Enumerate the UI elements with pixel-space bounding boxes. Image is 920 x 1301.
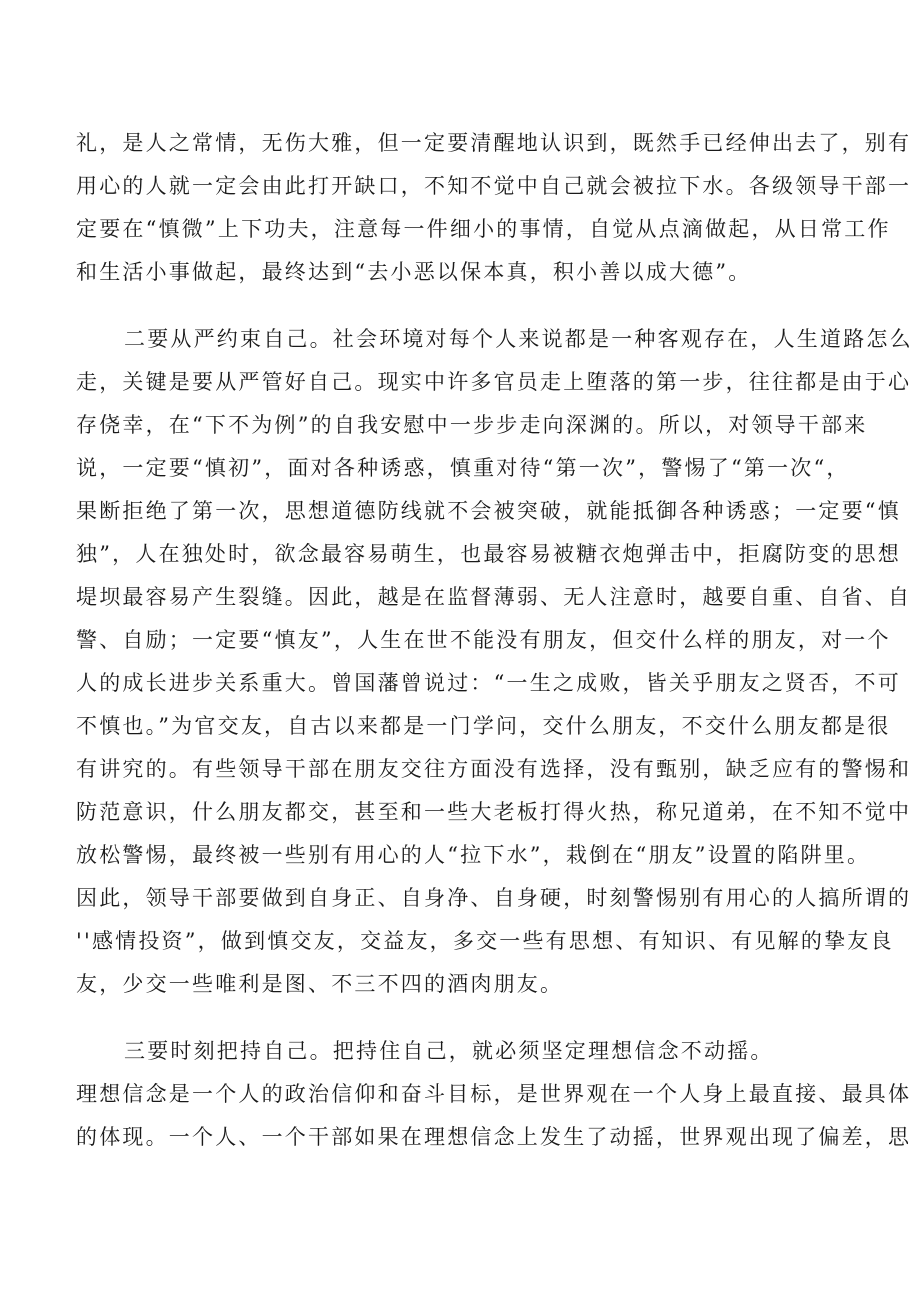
text-line: 警、自励；一定要“慎友”，人生在世不能没有朋友，但交什么样的朋友，对一个 bbox=[76, 628, 891, 652]
text-line: 独”，人在独处时，欲念最容易萌生，也最容易被糖衣炮弹击中，拒腐防变的思想 bbox=[76, 542, 901, 566]
text-line: 放松警惕，最终被一些别有用心的人“拉下水”，栽倒在“朋友”设置的陷阱里。 bbox=[76, 843, 871, 867]
text-line: 果断拒绝了第一次，思想道德防线就不会被突破，就能抵御各种诱惑；一定要“慎 bbox=[76, 499, 901, 523]
text-line: 说，一定要“慎初”，面对各种诱惑，慎重对待“第一次”，警惕了“第一次“， bbox=[76, 456, 850, 480]
text-line: 礼，是人之常情，无伤大雅，但一定要清醒地认识到，既然手已经伸出去了，别有 bbox=[76, 131, 912, 155]
text-line: 友，少交一些唯利是图、不三不四的酒肉朋友。 bbox=[76, 972, 564, 996]
text-line: 定要在“慎微”上下功夫，注意每一件细小的事情，自觉从点滴做起，从日常工作 bbox=[76, 217, 891, 241]
text-line: 防范意识，什么朋友都交，甚至和一些大老板打得火热，称兄道弟，在不知不觉中 bbox=[76, 800, 912, 824]
text-line: 因此，领导干部要做到自身正、自身净、自身硬，时刻警惕别有用心的人搞所谓的 bbox=[76, 886, 912, 910]
text-line: 走，关键是要从严管好自己。现实中许多官员走上堕落的第一步，往往都是由于心 bbox=[76, 370, 912, 394]
text-line: 用心的人就一定会由此打开缺口，不知不觉中自己就会被拉下水。各级领导干部一 bbox=[76, 174, 912, 198]
text-line: ''感情投资”，做到慎交友，交益友，多交一些有思想、有知识、有见解的挚友良 bbox=[76, 929, 894, 953]
text-line: 人的成长进步关系重大。曾国藩曾说过：“一生之成败，皆关乎朋友之贤否，不可 bbox=[76, 671, 901, 695]
text-line: 存侥幸，在“下不为例”的自我安慰中一步步走向深渊的。所以，对领导干部来 bbox=[76, 413, 868, 437]
text-line: 理想信念是一个人的政治信仰和奋斗目标，是世界观在一个人身上最直接、最具体 bbox=[76, 1082, 912, 1106]
text-line: 的体现。一个人、一个干部如果在理想信念上发生了动摇，世界观出现了偏差，思 bbox=[76, 1125, 912, 1149]
text-line: 堤坝最容易产生裂缝。因此，越是在监督薄弱、无人注意时，越要自重、自省、自 bbox=[76, 585, 912, 609]
text-line: 和生活小事做起，最终达到“去小恶以保本真，积小善以成大德”。 bbox=[76, 260, 752, 284]
paragraph-start-line: 三要时刻把持自己。把持住自己，就必须坚定理想信念不动摇。 bbox=[124, 1039, 774, 1063]
text-line: 有讲究的。有些领导干部在朋友交往方面没有选择，没有甄别，缺乏应有的警惕和 bbox=[76, 757, 912, 781]
paragraph-start-line: 二要从严约束自己。社会环境对每个人来说都是一种客观存在，人生道路怎么 bbox=[124, 327, 913, 351]
text-line: 不慎也。”为官交友，自古以来都是一门学问，交什么朋友，不交什么朋友都是很 bbox=[76, 714, 891, 738]
